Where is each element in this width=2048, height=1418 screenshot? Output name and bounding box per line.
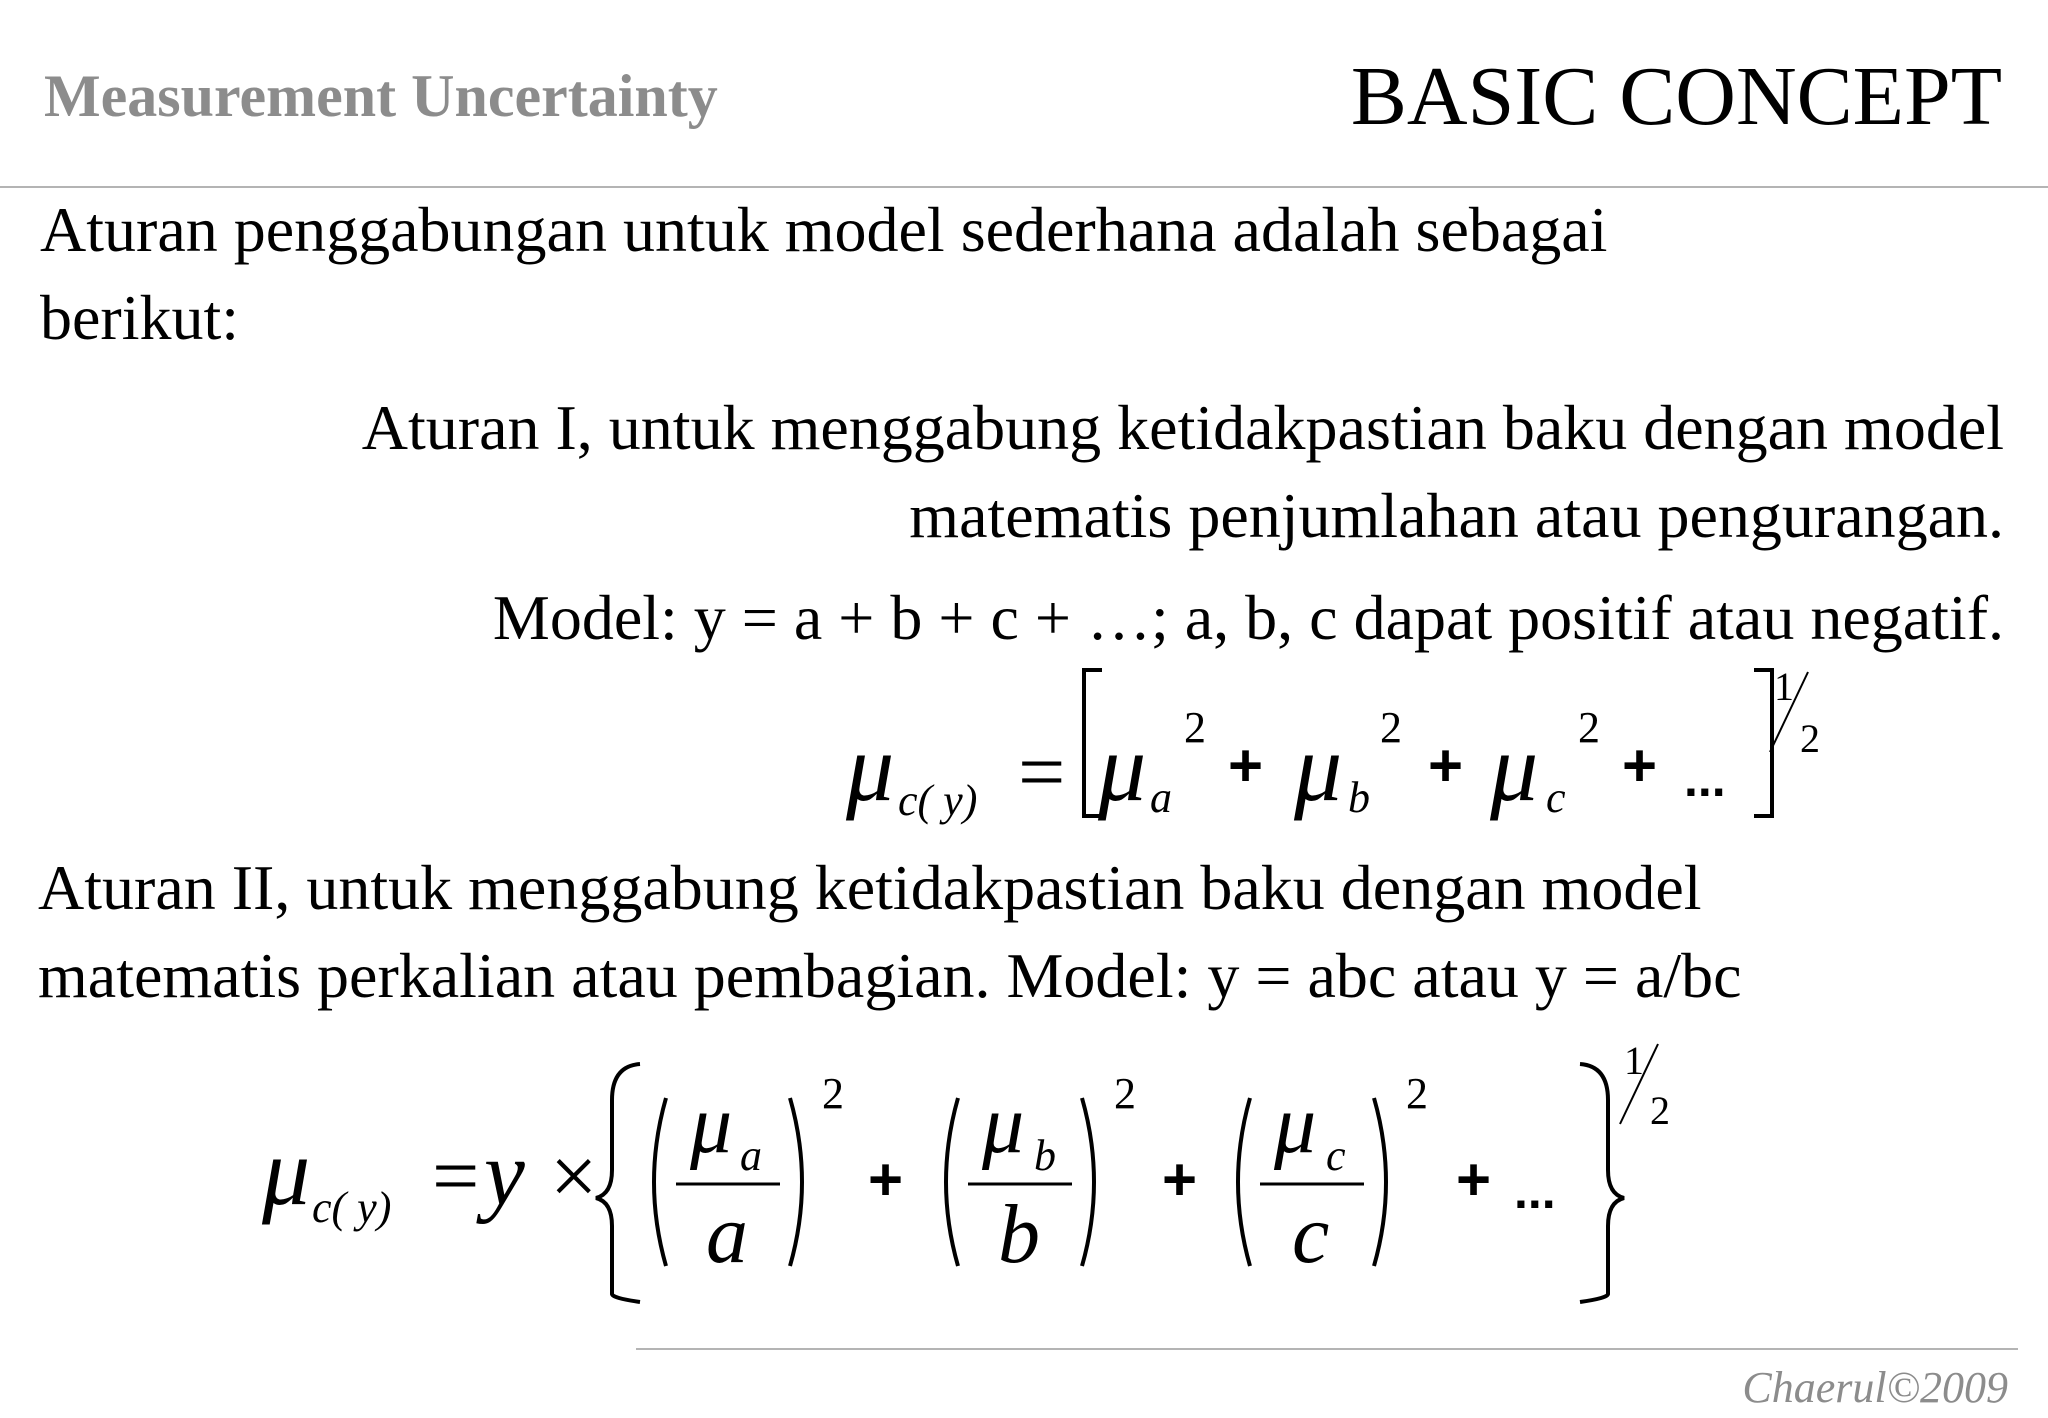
ellipsis: ... bbox=[1684, 751, 1726, 807]
slide-title: BASIC CONCEPT bbox=[1350, 50, 2002, 143]
square-a: 2 bbox=[1184, 703, 1206, 752]
exponent-denominator: 2 bbox=[1800, 716, 1820, 761]
plus-1: + bbox=[868, 1146, 904, 1213]
denominator-c: c bbox=[1292, 1188, 1330, 1281]
mu-subscript: c( y) bbox=[312, 1183, 392, 1232]
frac-sub-a: a bbox=[740, 1131, 762, 1180]
footer-credit: Chaerul©2009 bbox=[1742, 1363, 2008, 1412]
right-paren-a bbox=[790, 1098, 802, 1266]
footer-divider bbox=[636, 1348, 2018, 1350]
sub-b: b bbox=[1348, 773, 1370, 822]
mu-c: μ bbox=[1490, 714, 1539, 821]
ellipsis: ... bbox=[1514, 1163, 1556, 1219]
frac-mu-b: μ bbox=[982, 1078, 1025, 1171]
frac-sub-b: b bbox=[1034, 1131, 1056, 1180]
square-b: 2 bbox=[1114, 1069, 1136, 1118]
square-c: 2 bbox=[1406, 1069, 1428, 1118]
equals-sign: = bbox=[1018, 726, 1066, 819]
plus-3: + bbox=[1622, 732, 1658, 799]
square-c: 2 bbox=[1578, 703, 1600, 752]
right-paren-b bbox=[1082, 1098, 1094, 1266]
sub-a: a bbox=[1150, 773, 1172, 822]
plus-3: + bbox=[1456, 1146, 1492, 1213]
rule-one-model: Model: y = a + b + c + …; a, b, c dapat positif atau negatif. bbox=[492, 582, 2004, 653]
square-b: 2 bbox=[1380, 703, 1402, 752]
exponent-numerator: 1 bbox=[1774, 664, 1794, 709]
mu-subscript: c( y) bbox=[898, 776, 978, 825]
exponent-numerator: 1 bbox=[1624, 1038, 1644, 1083]
intro-line-1: Aturan penggabungan untuk model sederhana adalah sebagai bbox=[40, 194, 1608, 265]
left-paren-b bbox=[946, 1098, 958, 1266]
sub-c: c bbox=[1546, 773, 1566, 822]
rule-two-line-1: Aturan II, untuk menggabung ketidakpastian baku dengan model bbox=[38, 852, 1702, 923]
rule-two-line-2: matematis perkalian atau pembagian. Model: y = abc atau y = a/bc bbox=[38, 940, 1742, 1011]
y-variable: y bbox=[484, 1122, 525, 1224]
left-paren-c bbox=[1238, 1098, 1250, 1266]
rule-one-line-2: matematis penjumlahan atau pengurangan. bbox=[909, 480, 2004, 551]
plus-2: + bbox=[1428, 732, 1464, 799]
rule-one-line-1: Aturan I, untuk menggabung ketidakpastian baku dengan model bbox=[361, 392, 2004, 463]
mu-b: μ bbox=[1294, 714, 1343, 821]
left-brace bbox=[596, 1064, 640, 1302]
plus-2: + bbox=[1162, 1146, 1198, 1213]
left-paren-a bbox=[654, 1098, 666, 1266]
intro-line-2: berikut: bbox=[40, 282, 240, 353]
frac-mu-a: μ bbox=[690, 1078, 733, 1171]
frac-sub-c: c bbox=[1326, 1131, 1346, 1180]
square-a: 2 bbox=[822, 1069, 844, 1118]
right-brace bbox=[1580, 1064, 1624, 1302]
plus-1: + bbox=[1228, 732, 1264, 799]
times-sign: × bbox=[550, 1130, 598, 1223]
exponent-denominator: 2 bbox=[1650, 1088, 1670, 1133]
right-paren-c bbox=[1374, 1098, 1386, 1266]
denominator-b: b bbox=[998, 1188, 1040, 1281]
subject-title: Measurement Uncertainty bbox=[44, 63, 718, 129]
equals-sign: = bbox=[432, 1130, 480, 1223]
denominator-a: a bbox=[706, 1188, 748, 1281]
frac-mu-c: μ bbox=[1274, 1078, 1317, 1171]
mu-symbol: μ bbox=[262, 1118, 311, 1225]
mu-symbol: μ bbox=[846, 714, 895, 821]
mu-a: μ bbox=[1098, 714, 1147, 821]
